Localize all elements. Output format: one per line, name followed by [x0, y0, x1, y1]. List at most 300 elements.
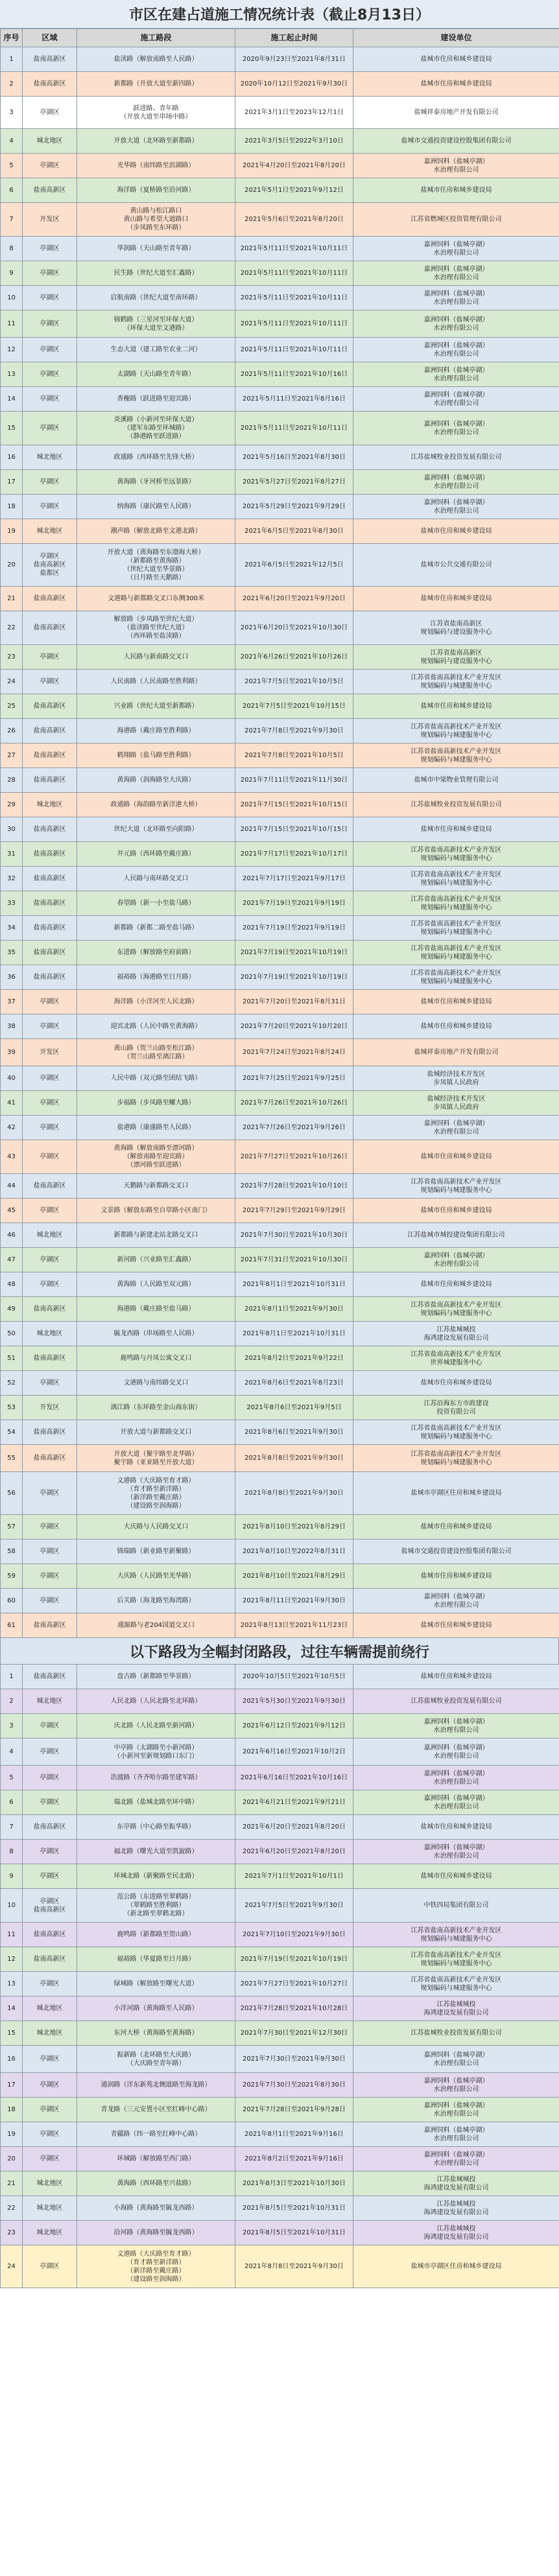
cell-no: 14	[1, 1996, 23, 2021]
table-row	[1, 1174, 559, 1199]
cell-unit: 江苏省盐南高新技术产业开发区 世界城建服务中心	[353, 1346, 559, 1371]
cell-unit: 嘉洲饲料（盐城亭湖） 水治理有限公司	[353, 1840, 559, 1864]
cell-district: 亭湖区	[23, 237, 77, 261]
cell-unit: 盐城市公共交通有限公司	[353, 544, 559, 587]
cell-unit: 嘉洲饲料（盐城亭湖） 水治理有限公司	[353, 1714, 559, 1739]
cell-road: 福裕路（海港路至日月路）	[77, 965, 235, 990]
cell-no: 39	[1, 1039, 23, 1066]
cell-road: 东河大桥（黄海路至黄海路）	[77, 2021, 235, 2046]
cell-district: 盐南高新区	[23, 744, 77, 768]
table-row	[1, 72, 559, 97]
cell-district: 亭湖区	[23, 2046, 77, 2073]
cell-unit: 盐城市住房和城乡建设局	[353, 1864, 559, 1889]
cell-no: 11	[1, 310, 23, 338]
cell-unit: 江苏省盐南高新技术产业开发区 规划编码与城建服务中心	[353, 719, 559, 744]
table-row	[1, 1613, 559, 1638]
cell-unit: 嘉洲饲料（盐城亭湖） 水治理有限公司	[353, 495, 559, 519]
cell-district: 亭湖区	[23, 1540, 77, 1564]
cell-time: 2021年7月30日至2021年12月30日	[235, 2021, 353, 2046]
cell-unit: 江苏盐城城投 海鸿建设发展有限公司	[353, 1322, 559, 1346]
cell-road: 大庆路与人民路交叉口	[77, 1515, 235, 1540]
cell-time: 2021年8月10日至2021年8月29日	[235, 1515, 353, 1540]
cell-time: 2021年5月11日至2021年10月11日	[235, 237, 353, 261]
table-row	[1, 1248, 559, 1272]
cell-no: 1	[1, 47, 23, 72]
cell-time: 2021年8月6日至2021年8月23日	[235, 1371, 353, 1396]
cell-time: 2021年8月1日至2021年10月31日	[235, 1322, 353, 1346]
table-row	[1, 645, 559, 670]
cell-no: 57	[1, 1515, 23, 1540]
cell-road: 通源路与老204国道交叉口	[77, 1613, 235, 1638]
cell-road: 后关路（海龙路至海湾路）	[77, 1589, 235, 1613]
cell-unit: 嘉洲饲料（盐城亭湖） 水治理有限公司	[353, 2098, 559, 2122]
cell-road: 新都路（开放大道至新四路）	[77, 72, 235, 97]
cell-district: 盐南高新区	[23, 1174, 77, 1199]
cell-district: 盐南高新区	[23, 965, 77, 990]
cell-unit: 嘉洲饲料（盐城亭湖） 水治理有限公司	[353, 2073, 559, 2098]
table-row	[1, 1066, 559, 1091]
table-row	[1, 2046, 559, 2073]
cell-time: 2021年5月11日至2021年10月11日	[235, 310, 353, 338]
cell-no: 15	[1, 2021, 23, 2046]
cell-unit: 嘉洲饲料（盐城亭湖） 水治理有限公司	[353, 2046, 559, 2073]
cell-road: 文港路（大庆路至育才路） （育才路至新洋路） （新洋路至戴庄路） （建设路至润海路）	[77, 1472, 235, 1515]
cell-no: 19	[1, 2122, 23, 2147]
cell-unit: 盐城市住房和城乡建设局	[353, 72, 559, 97]
cell-district: 盐南高新区	[23, 867, 77, 891]
cell-time: 2021年8月5日至2021年10月31日	[235, 2221, 353, 2245]
cell-unit: 盐城市住房和城乡建设局	[353, 1564, 559, 1589]
cell-time: 2021年5月30日至2021年9月30日	[235, 1689, 353, 1714]
cell-no: 36	[1, 965, 23, 990]
table-row	[1, 519, 559, 544]
cell-no: 2	[1, 72, 23, 97]
table-row	[1, 203, 559, 237]
table-row	[1, 1540, 559, 1564]
cell-unit: 盐城市亭湖区住房和城乡建设局	[353, 1472, 559, 1515]
cell-district: 亭湖区	[23, 1515, 77, 1540]
cell-unit: 盐城市住房和城乡建设局	[353, 694, 559, 719]
cell-unit: 嘉洲饲料（盐城亭湖） 水治理有限公司	[353, 1116, 559, 1140]
cell-unit: 江苏省盐南高新技术产业开发区 规划编码与城建服务中心	[353, 965, 559, 990]
cell-time: 2021年5月27日至2021年8月27日	[235, 470, 353, 495]
cell-no: 50	[1, 1322, 23, 1346]
cell-unit: 中铁四局集团有限公司	[353, 1889, 559, 1923]
cell-unit: 江苏省盐南高新技术产业开发区 规划编码与城建服务中心	[353, 1420, 559, 1445]
table-row	[1, 310, 559, 338]
cell-time: 2021年5月29日至2021年9月29日	[235, 495, 353, 519]
table-row	[1, 990, 559, 1014]
cell-unit: 江苏省燃城区投资管理有限公司	[353, 203, 559, 237]
cell-district: 亭湖区	[23, 1472, 77, 1515]
cell-no: 52	[1, 1371, 23, 1396]
table-row	[1, 237, 559, 261]
cell-road: 毓龙西路（串场路至人民路）	[77, 1322, 235, 1346]
table-body-section1	[1, 47, 559, 1638]
cell-district: 城北地区	[23, 445, 77, 470]
table-row	[1, 1199, 559, 1223]
cell-unit: 江苏省盐南高新技术产业开发区 规划编码与城建服务中心	[353, 941, 559, 965]
table-row	[1, 1297, 559, 1322]
cell-unit: 江苏省盐南高新技术产业开发区 规划编码与城建服务中心	[353, 1947, 559, 1972]
cell-district: 盐南高新区	[23, 1665, 77, 1689]
table-row	[1, 2098, 559, 2122]
cell-no: 41	[1, 1091, 23, 1116]
cell-no: 21	[1, 2172, 23, 2196]
cell-time: 2021年8月6日至2021年9月5日	[235, 1396, 353, 1420]
cell-time: 2020年10月12日至2021年9月30日	[235, 72, 353, 97]
cell-unit: 江苏盐城牧业投资发展有限公司	[353, 1689, 559, 1714]
cell-district: 亭湖区	[23, 1766, 77, 1790]
cell-time: 2021年6月5日至2021年8月30日	[235, 519, 353, 544]
cell-unit: 盐城市住房和城乡建设局	[353, 817, 559, 842]
cell-time: 2021年7月27日至2021年10月26日	[235, 1140, 353, 1174]
cell-time: 2021年5月11日至2021年10月16日	[235, 362, 353, 387]
cell-district: 盐南高新区	[23, 817, 77, 842]
cell-time: 2021年7月5日至2021年9月30日	[235, 1889, 353, 1923]
table-row	[1, 1091, 559, 1116]
cell-road: 振新路（北环路至大庆路） （大庆路至青年路）	[77, 2046, 235, 2073]
table-row	[1, 2245, 559, 2288]
cell-unit: 嘉洲饲料（盐城亭湖） 水治理有限公司	[353, 237, 559, 261]
table-row	[1, 1972, 559, 1996]
cell-district: 亭湖区	[23, 261, 77, 286]
cell-no: 10	[1, 1889, 23, 1923]
cell-district: 城北地区	[23, 2021, 77, 2046]
cell-district: 盐南高新区	[23, 1613, 77, 1638]
cell-time: 2021年7月25日至2021年9月25日	[235, 1066, 353, 1091]
cell-unit: 嘉洲饲料（盐城亭湖） 水治理有限公司	[353, 1766, 559, 1790]
cell-road: 开放大道（北环路至新都路）	[77, 129, 235, 154]
cell-no: 10	[1, 286, 23, 310]
cell-time: 2021年6月21日至2021年9月21日	[235, 1790, 353, 1815]
cell-unit: 江苏省盐南高新技术产业开发区 规划编码与城建服务中心	[353, 1297, 559, 1322]
cell-road: 青龙路（三元安置小区至红峰中心路）	[77, 2098, 235, 2122]
cell-district: 开发区	[23, 1396, 77, 1420]
cell-no: 5	[1, 154, 23, 178]
cell-district: 盐南高新区	[23, 587, 77, 611]
cell-road: 锦鹤路（三星河至环保大道） （环保大道至文港路）	[77, 310, 235, 338]
cell-road: 东亭路（中心路至振华路）	[77, 1815, 235, 1840]
cell-no: 59	[1, 1564, 23, 1589]
header-time: 施工起止时间	[235, 29, 353, 47]
cell-time: 2021年8月5日至2021年10月31日	[235, 2196, 353, 2221]
cell-unit: 盐城市住房和城乡建设局	[353, 1272, 559, 1297]
cell-unit: 嘉洲饲料（盐城亭湖） 水治理有限公司	[353, 1790, 559, 1815]
cell-road: 春望路（新一小至盐马路）	[77, 891, 235, 916]
cell-no: 58	[1, 1540, 23, 1564]
cell-time: 2021年6月16日至2021年10月16日	[235, 1766, 353, 1790]
table-row	[1, 1864, 559, 1889]
cell-road: 福北路（曙光大道至凯旋路）	[77, 1840, 235, 1864]
cell-no: 12	[1, 1947, 23, 1972]
cell-unit: 江苏省盐南高新技术产业开发区 规划编码与城建服务中心	[353, 1972, 559, 1996]
cell-district: 城北地区	[23, 1996, 77, 2021]
cell-no: 38	[1, 1014, 23, 1039]
cell-no: 14	[1, 387, 23, 412]
cell-road: 黄山路（贺兰山路至松江路） （贺兰山路至漓江路）	[77, 1039, 235, 1066]
cell-road: 文港路与南纬路交叉口	[77, 1371, 235, 1396]
table-row	[1, 445, 559, 470]
table-row	[1, 2196, 559, 2221]
table-row	[1, 495, 559, 519]
cell-no: 32	[1, 867, 23, 891]
cell-unit: 嘉洲饲料（盐城亭湖） 水治理有限公司	[353, 310, 559, 338]
table-row	[1, 1223, 559, 1248]
cell-no: 47	[1, 1248, 23, 1272]
cell-unit: 盐城市住房和城乡建设局	[353, 1371, 559, 1396]
table-row	[1, 1589, 559, 1613]
cell-no: 17	[1, 470, 23, 495]
table-row	[1, 129, 559, 154]
cell-road: 海洋路（小洋河至人民北路）	[77, 990, 235, 1014]
cell-no: 44	[1, 1174, 23, 1199]
cell-district: 盐南高新区	[23, 1420, 77, 1445]
cell-no: 18	[1, 495, 23, 519]
cell-no: 22	[1, 2196, 23, 2221]
cell-road: 文港路与新都路交叉口东侧300米	[77, 587, 235, 611]
cell-unit: 盐城市住房和城乡建设局	[353, 1815, 559, 1840]
cell-unit: 盐城市住房和城乡建设局	[353, 1613, 559, 1638]
cell-road: 开放大道（黄海路至东渤海大桥） （新都路至黄海路） （世纪大道至华景路） （日月路至天鹅路）	[77, 544, 235, 587]
cell-district: 亭湖区	[23, 2147, 77, 2172]
cell-district: 盐南高新区	[23, 916, 77, 941]
cell-no: 13	[1, 362, 23, 387]
cell-district: 亭湖区	[23, 1790, 77, 1815]
cell-no: 4	[1, 129, 23, 154]
table-row	[1, 387, 559, 412]
cell-no: 48	[1, 1272, 23, 1297]
cell-district: 城北地区	[23, 2221, 77, 2245]
cell-road: 黄山路与松江路口 黄山路与希望大道路口 （步凤路至东环路）	[77, 203, 235, 237]
cell-time: 2021年7月19日至2021年10月19日	[235, 965, 353, 990]
cell-no: 17	[1, 2073, 23, 2098]
cell-district: 盐南高新区	[23, 1297, 77, 1322]
cell-time: 2021年7月19日至2021年9月19日	[235, 891, 353, 916]
header-no: 序号	[1, 29, 23, 47]
cell-no: 7	[1, 1815, 23, 1840]
cell-unit: 江苏省盐南高新区 规划编码与建设服务中心	[353, 645, 559, 670]
cell-district: 盐南高新区	[23, 47, 77, 72]
cell-no: 30	[1, 817, 23, 842]
cell-time: 2021年5月1日至2021年9月12日	[235, 178, 353, 203]
table-row	[1, 916, 559, 941]
header-road: 施工路段	[77, 29, 235, 47]
cell-district: 盐南高新区	[23, 941, 77, 965]
table-body-section2	[1, 1665, 559, 2288]
cell-road: 文港路（大庆路至育才路） （育才路至新洋路） （新洋路至戴庄路） （建设路至润海路）	[77, 2245, 235, 2288]
cell-road: 纳海路（康民路至人民路）	[77, 495, 235, 519]
cell-time: 2021年7月10日至2021年9月30日	[235, 1923, 353, 1947]
cell-road: 黄海路（人民路至双元路）	[77, 1272, 235, 1297]
cell-road: 范公路（东进路至翠鹤路） （翠鹤路至胜利路） （新北路至翠鹤北路）	[77, 1889, 235, 1923]
table-row	[1, 2147, 559, 2172]
cell-no: 26	[1, 719, 23, 744]
cell-unit: 盐城市交通投资建设控股集团有限公司	[353, 1540, 559, 1564]
cell-road: 绿城路（解放路至曙光大道）	[77, 1972, 235, 1996]
cell-unit: 江苏盐城牧业投资发展有限公司	[353, 445, 559, 470]
cell-no: 29	[1, 793, 23, 817]
cell-unit: 江苏省盐南高新技术产业开发区 规划编码与城建服务中心	[353, 842, 559, 867]
cell-road: 炎溪路（小新河至环保大道） （建军东路至环城路） （静港路至跃进路）	[77, 412, 235, 445]
cell-time: 2021年7月30日至2021年10月30日	[235, 1223, 353, 1248]
section2-title: 以下路段为全幅封闭路段，过往车辆需提前绕行	[0, 1638, 559, 1664]
cell-time: 2021年8月8日至2021年9月30日	[235, 1445, 353, 1472]
cell-road: 政通路（西环路至先锋大桥）	[77, 445, 235, 470]
cell-road: 海港路（戴庄路至盐马路）	[77, 1297, 235, 1322]
cell-district: 城北地区	[23, 2196, 77, 2221]
cell-district: 亭湖区	[23, 2098, 77, 2122]
cell-no: 3	[1, 1714, 23, 1739]
cell-no: 19	[1, 519, 23, 544]
cell-time: 2021年8月8日至2021年9月30日	[235, 2245, 353, 2288]
cell-road: 沿河路（黄海路至毓龙西路）	[77, 2221, 235, 2245]
cell-district: 城北地区	[23, 2172, 77, 2196]
cell-district: 亭湖区	[23, 470, 77, 495]
cell-unit: 盐城市住房和城乡建设局	[353, 1665, 559, 1689]
cell-time: 2021年8月1日至2021年10月31日	[235, 1272, 353, 1297]
cell-time: 2021年6月26日至2021年10月26日	[235, 645, 353, 670]
cell-time: 2021年7月19日至2021年9月19日	[235, 916, 353, 941]
table-row	[1, 611, 559, 645]
cell-time: 2021年5月11日至2021年8月16日	[235, 387, 353, 412]
cell-road: 井元路（西环路至戴庄路）	[77, 842, 235, 867]
cell-time: 2021年7月20日至2021年10月20日	[235, 1014, 353, 1039]
cell-road: 潮声路（解放北路至文港北路）	[77, 519, 235, 544]
cell-time: 2021年7月5日至2021年10月15日	[235, 694, 353, 719]
cell-road: 民生路（世纪大道至汇鑫路）	[77, 261, 235, 286]
table-row	[1, 1371, 559, 1396]
cell-district: 城北地区	[23, 1223, 77, 1248]
cell-road: 海港路（戴庄路至胜利路）	[77, 719, 235, 744]
cell-road: 生态大道（建工路至农业二河）	[77, 338, 235, 362]
cell-road: 人民中路（双元路至团结飞路）	[77, 1066, 235, 1091]
cell-road: 盐港路（康盛路至人民路）	[77, 1116, 235, 1140]
cell-unit: 江苏盐城城投 海鸿建设发展有限公司	[353, 2196, 559, 2221]
cell-time: 2021年6月20日至2021年10月30日	[235, 611, 353, 645]
cell-district: 亭湖区	[23, 1972, 77, 1996]
closed-roads-table	[0, 1664, 559, 2288]
cell-road: 青疆路（纬一路至红峰中心路）	[77, 2122, 235, 2147]
cell-road: 人民北路（人民北路至北环路）	[77, 1689, 235, 1714]
cell-time: 2021年7月20日至2021年8月31日	[235, 990, 353, 1014]
cell-district: 亭湖区	[23, 1564, 77, 1589]
cell-no: 7	[1, 203, 23, 237]
table-row	[1, 1039, 559, 1066]
cell-time: 2021年7月1日至2021年10月1日	[235, 1864, 353, 1889]
table-row	[1, 1445, 559, 1472]
table-row	[1, 965, 559, 990]
cell-road: 解放路（步凤路至世纪大道） （盐渎路至世纪大道） （西环路至盐渎路）	[77, 611, 235, 645]
cell-district: 亭湖区	[23, 1864, 77, 1889]
cell-unit: 嘉洲饲料（盐城亭湖） 水治理有限公司	[353, 1248, 559, 1272]
table-row	[1, 1689, 559, 1714]
table-row	[1, 1790, 559, 1815]
table-row	[1, 338, 559, 362]
cell-road: 人民路与南环路交叉口	[77, 867, 235, 891]
cell-district: 盐南高新区	[23, 891, 77, 916]
table-row	[1, 587, 559, 611]
table-row	[1, 544, 559, 587]
cell-road: 鹤翔路（盐马路至胜利路）	[77, 744, 235, 768]
cell-unit: 江苏盐城牧业投资发展有限公司	[353, 793, 559, 817]
cell-road: 兴业路（世纪大道至新都路）	[77, 694, 235, 719]
cell-unit: 盐城市住房和城乡建设局	[353, 1199, 559, 1223]
cell-district: 亭湖区	[23, 990, 77, 1014]
table-row	[1, 1014, 559, 1039]
cell-district: 城北地区	[23, 793, 77, 817]
cell-time: 2021年7月26日至2021年9月26日	[235, 1116, 353, 1140]
cell-unit: 嘉洲饲料（盐城亭湖） 水治理有限公司	[353, 261, 559, 286]
table-row	[1, 2122, 559, 2147]
table-row	[1, 867, 559, 891]
table-row	[1, 2172, 559, 2196]
table-row	[1, 1947, 559, 1972]
cell-no: 5	[1, 1766, 23, 1790]
cell-district: 城北地区	[23, 519, 77, 544]
cell-road: 环城北路（新聚路至民北路）	[77, 1864, 235, 1889]
cell-road: 人民南路（人民南路至胜利路）	[77, 670, 235, 694]
table-header-row	[1, 29, 559, 47]
cell-road: 华润路（天山路至青年路）	[77, 237, 235, 261]
table-row	[1, 1472, 559, 1515]
cell-time: 2021年8月6日至2021年9月30日	[235, 1420, 353, 1445]
cell-district: 亭湖区	[23, 1272, 77, 1297]
table-row	[1, 1116, 559, 1140]
cell-time: 2020年10月5日至2021年10月5日	[235, 1665, 353, 1689]
table-row	[1, 1665, 559, 1689]
cell-no: 4	[1, 1739, 23, 1766]
table-row	[1, 1272, 559, 1297]
cell-road: 新都路（新都二路至盐马路）	[77, 916, 235, 941]
cell-time: 2021年7月8日至2021年9月30日	[235, 719, 353, 744]
cell-district: 城北地区	[23, 1689, 77, 1714]
cell-district: 亭湖区	[23, 154, 77, 178]
cell-time: 2021年8月1日至2021年9月30日	[235, 1297, 353, 1322]
cell-no: 16	[1, 445, 23, 470]
cell-unit: 盐城市住房和城乡建设局	[353, 519, 559, 544]
table-row	[1, 694, 559, 719]
cell-district: 亭湖区	[23, 495, 77, 519]
cell-district: 城北地区	[23, 129, 77, 154]
header-district: 区域	[23, 29, 77, 47]
cell-time: 2021年6月12日至2021年9月12日	[235, 1714, 353, 1739]
cell-time: 2021年8月3日至2021年10月30日	[235, 2172, 353, 2196]
cell-unit: 盐城市住房和城乡建设局	[353, 587, 559, 611]
cell-road: 盐渎路（解放南路至人民路）	[77, 47, 235, 72]
cell-unit: 江苏盐城城投 海鸿建设发展有限公司	[353, 2221, 559, 2245]
cell-time: 2021年7月29日至2021年9月29日	[235, 1199, 353, 1223]
cell-district: 亭湖区	[23, 1116, 77, 1140]
cell-road: 黄海路（西环路至兴盐路）	[77, 2172, 235, 2196]
table-row	[1, 2073, 559, 2098]
cell-unit: 盐城经济技术开发区 步凤镇人民政府	[353, 1091, 559, 1116]
cell-no: 6	[1, 178, 23, 203]
cell-time: 2021年8月10日至2022年8月31日	[235, 1540, 353, 1564]
table-row	[1, 817, 559, 842]
cell-no: 33	[1, 891, 23, 916]
cell-district: 盐南高新区	[23, 1815, 77, 1840]
cell-time: 2021年7月19日至2021年10月19日	[235, 941, 353, 965]
cell-road: 环城路（解放路至西门路）	[77, 2147, 235, 2172]
cell-time: 2021年7月5日至2021年10月5日	[235, 670, 353, 694]
cell-time: 2021年7月8日至2021年10月5日	[235, 744, 353, 768]
cell-time: 2021年4月20日至2021年8月20日	[235, 154, 353, 178]
cell-time: 2021年7月31日至2021年10月30日	[235, 1248, 353, 1272]
cell-unit: 盐城市亭湖区住房和城乡建设局	[353, 2245, 559, 2288]
cell-no: 27	[1, 744, 23, 768]
cell-district: 亭湖区	[23, 310, 77, 338]
